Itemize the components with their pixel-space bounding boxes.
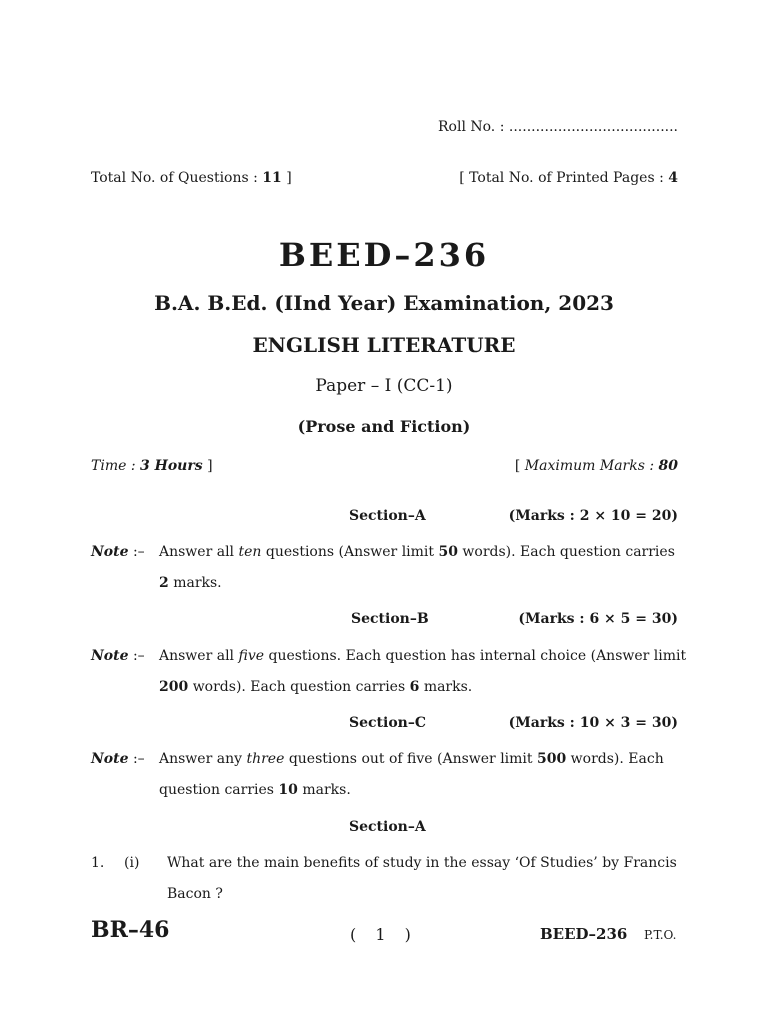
maximum-marks: [ Maximum Marks : 80	[514, 458, 678, 474]
section-b-note-label: Note :–	[91, 648, 145, 664]
section-a-note-label: Note :–	[91, 544, 145, 560]
footer-pto: P.T.O.	[644, 928, 677, 942]
section-a-heading: Section–A	[349, 508, 426, 524]
section-a-marks: (Marks : 2 × 10 = 20)	[508, 508, 678, 524]
exam-title: B.A. B.Ed. (IInd Year) Examination, 2023	[154, 291, 614, 315]
roll-blank: ......................................	[508, 119, 678, 135]
section-c-marks: (Marks : 10 × 3 = 30)	[508, 715, 678, 731]
section-b-note-line-1: Answer all five questions. Each question has internal choice (Answer limit	[159, 648, 687, 664]
section-b-note-line-2: 200 words). Each question carries 6 marks.	[159, 679, 473, 695]
printed-pages: [ Total No. of Printed Pages : 4	[459, 170, 678, 186]
question-text-line-2: Bacon ?	[167, 886, 223, 902]
section-c-note-label: Note :–	[91, 751, 145, 767]
total-questions-value: 11	[262, 170, 282, 186]
paper-topic: (Prose and Fiction)	[297, 417, 471, 436]
section-b-marks: (Marks : 6 × 5 = 30)	[518, 611, 678, 627]
roll-label: Roll No. :	[438, 119, 505, 135]
footer-right-code: BEED–236	[540, 925, 628, 943]
time-allowed: Time : 3 Hours ]	[91, 458, 213, 474]
footer-page-number: ( 1 )	[350, 925, 411, 944]
marks-value: 80	[658, 458, 678, 474]
question-text-line-1: What are the main benefits of study in the essay ‘Of Studies’ by Francis	[167, 855, 677, 871]
section-c-note-line-2: question carries 10 marks.	[159, 782, 351, 798]
printed-pages-value: 4	[668, 170, 678, 186]
total-questions: Total No. of Questions : 11 ]	[91, 170, 292, 186]
footer-left-code: BR–46	[91, 917, 170, 943]
time-value: 3 Hours	[140, 458, 203, 474]
section-b-heading: Section–B	[351, 611, 429, 627]
paper-code: BEED–236	[278, 236, 490, 274]
section-c-note-line-1: Answer any three questions out of five (Answer limit 500 words). Each	[159, 751, 664, 767]
question-sub-number: (i)	[124, 855, 140, 871]
section-a-note-line-1: Answer all ten questions (Answer limit 50 words). Each question carries	[159, 544, 675, 560]
section-a-note-line-2: 2 marks.	[159, 575, 222, 591]
roll-number-line	[438, 119, 678, 135]
subject-title: ENGLISH LITERATURE	[252, 333, 516, 357]
questions-section-a-heading: Section–A	[349, 819, 426, 835]
section-c-heading: Section–C	[349, 715, 426, 731]
paper-number: Paper – I (CC-1)	[315, 376, 453, 396]
question-number: 1.	[91, 855, 105, 871]
